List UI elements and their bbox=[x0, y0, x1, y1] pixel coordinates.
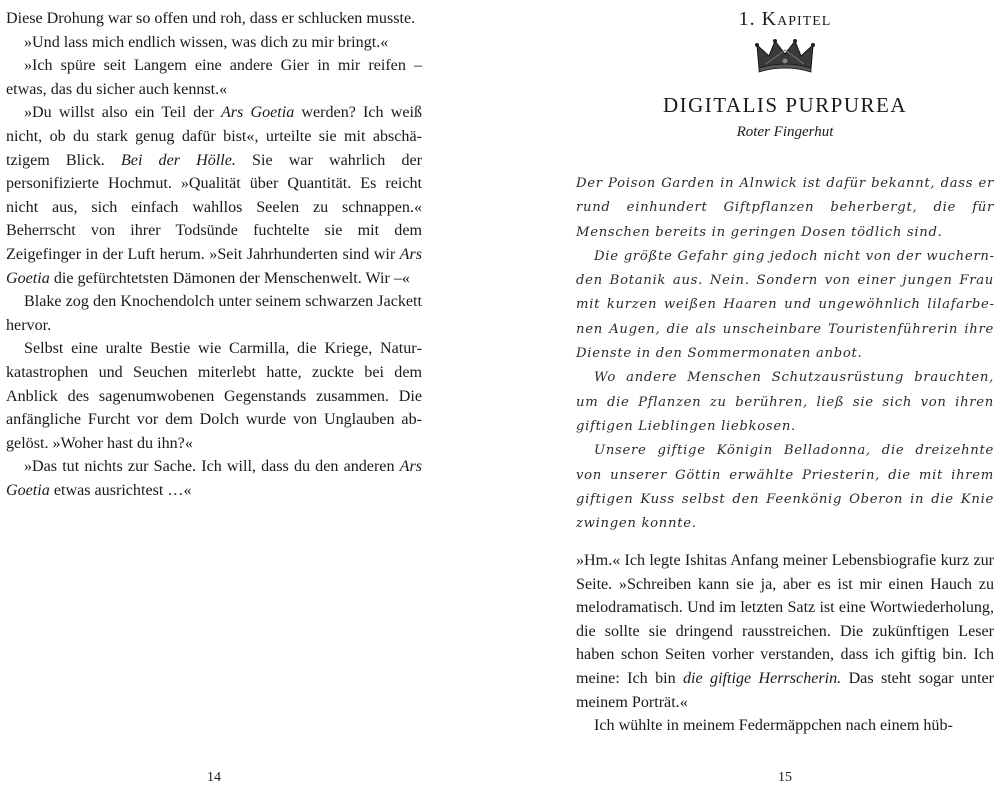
handwritten-paragraph: Die größte Gefahr ging jedoch nicht von der wuchernden Botanik aus. Nein. Sondern von einer jungen Frau mit kurzen weißen Haaren und ungewöhnlich lilafarbenen Augen, die als unscheinbare Touristenführerin ihre Dienste in den Sommermonaten anbot. bbox=[576, 248, 994, 362]
paragraph bbox=[6, 337, 422, 455]
text-segment: werden? Ich weiß nicht, ob du stark genug dafür bist«, urteilte sie mit abschätzigem Blick. bbox=[6, 104, 422, 169]
right-page-text bbox=[576, 549, 994, 738]
left-page bbox=[6, 0, 422, 800]
text-segment: »Und lass mich endlich wissen, was dich zu mir bringt.« bbox=[24, 33, 389, 51]
text-segment: »Ich spüre seit Langem eine andere Gier in mir reifen – etwas, das du sicher auch kennst.« bbox=[6, 57, 422, 98]
text-segment: die gefürchtetsten Dämonen der Menschenwelt. Wir –« bbox=[49, 269, 410, 287]
handwritten-paragraph: Wo andere Menschen Schutzausrüstung brauchten, um die Pflanzen zu berühren, ließ sie sich von ihren giftigen Lieblingen liebkosen. bbox=[576, 370, 994, 434]
text-segment: »Hm.« Ich legte Ishitas Anfang meiner Lebensbiografie kurz zur Seite. »Schreiben kann sie ja, aber es ist mir einen Hauch zu melodramatisch. Und im letzten Satz ist eine Wortwiederholung, die sollte sie dringend rausstreichen. Die zukünftigen Leser haben schon Seiten vorher verstanden, dass ich giftig bin. Ich meine: Ich bin bbox=[576, 552, 994, 687]
paragraph bbox=[6, 7, 422, 31]
text-segment: »Du willst also ein Teil der bbox=[24, 104, 221, 122]
paragraph bbox=[576, 714, 994, 738]
italic-text: die giftige Herrscherin. bbox=[683, 669, 842, 687]
paragraph bbox=[6, 54, 422, 101]
text-segment: Ich wühlte in meinem Federmäppchen nach einem hüb- bbox=[594, 717, 953, 735]
right-page bbox=[576, 0, 994, 800]
crown-icon bbox=[754, 38, 816, 74]
handwritten-excerpt bbox=[576, 172, 994, 536]
paragraph bbox=[6, 455, 422, 502]
italic-text: Bei der Hölle. bbox=[120, 151, 236, 169]
chapter-heading bbox=[576, 6, 994, 142]
text-segment: Sie war wahrlich der personifizierte Hochmut. »Qualität über Quantität. Es reicht nicht aus, sich einfach wahllos Seelen zu schnappen.« Beherrscht von ihrer Todsünde fuchtelte sie mit dem Zeigefinger in der Luft herum. »Seit Jahrhunderten sind wir bbox=[6, 151, 423, 263]
paragraph bbox=[576, 549, 994, 714]
text-segment: Selbst eine uralte Bestie wie Carmilla, die Kriege, Naturkatastrophen und Seuchen miterlebt hatte, zuckte bei dem Anblick des sagenumwobenen Gegenstands zusammen. Die anfängliche Furcht vor dem Dolch wurde von Unglauben abgelöst. »Woher hast du ihn?« bbox=[6, 340, 422, 452]
italic-text: Ars Goetia bbox=[6, 245, 422, 287]
text-segment: »Das tut nichts zur Sache. Ich will, dass du den anderen bbox=[24, 458, 400, 476]
chapter-subtitle: Roter Fingerhut bbox=[736, 124, 834, 140]
paragraph bbox=[6, 290, 422, 337]
text-segment: etwas ausrichtest …« bbox=[49, 481, 192, 499]
page-number-right: 15 bbox=[778, 770, 792, 785]
text-segment: Das steht sogar unter meinem Porträt.« bbox=[576, 669, 994, 711]
chapter-label: 1. Kapitel bbox=[738, 8, 832, 30]
chapter-title: DIGITALIS PURPUREA bbox=[662, 93, 908, 117]
text-segment: Diese Drohung war so offen und roh, dass er schlucken musste. bbox=[6, 10, 416, 27]
paragraph bbox=[6, 101, 422, 290]
handwritten-paragraph: Unsere giftige Königin Belladonna, die dreizehnte von unserer Göttin erwählte Priesterin, die mit ihrem giftigen Kuss selbst den Feenkönig Oberon in die Knie zwingen konnte. bbox=[576, 443, 994, 532]
handwritten-paragraph: Der Poison Garden in Alnwick ist dafür bekannt, dass er rund einhundert Giftpflanzen beherbergt, die für Menschen bereits in geringen Dosen tödlich sind. bbox=[576, 176, 994, 240]
italic-text: Ars Goetia bbox=[6, 458, 422, 499]
italic-text: Ars Goetia bbox=[220, 104, 295, 122]
text-segment: Blake zog den Knochendolch unter seinem schwarzen Jackett hervor. bbox=[6, 293, 422, 334]
left-page-text bbox=[6, 7, 422, 502]
paragraph bbox=[6, 31, 422, 55]
page-number-left: 14 bbox=[207, 770, 221, 785]
